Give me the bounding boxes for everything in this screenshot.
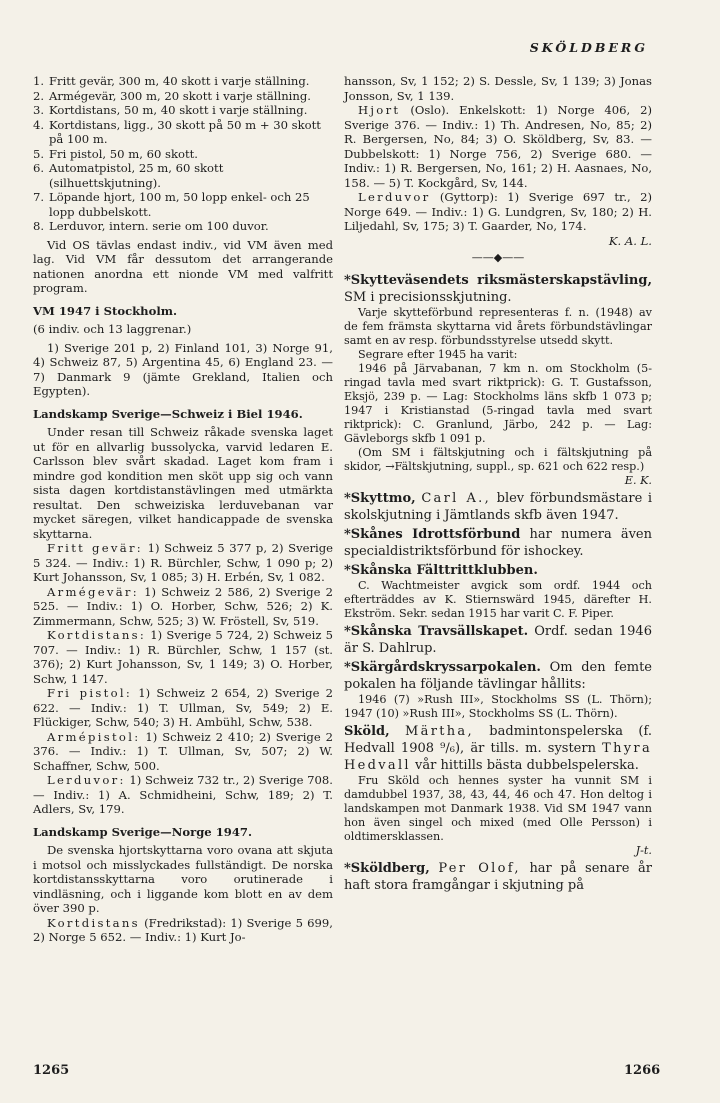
- result-kortdistans: [33, 628, 333, 686]
- label-fritt-gevar: Fritt gevär:: [47, 541, 144, 555]
- event-list-number: 2.: [33, 88, 45, 103]
- event-list-number: 4.: [33, 117, 45, 132]
- entry-name-hedvall: Thyra Hedvall: [344, 740, 652, 773]
- paragraph-skytte-4: (Om SM i fältskjutning och i fältskjutning på skidor, →Fältskjutning, suppl., sp. 621 och 622 resp.): [344, 445, 652, 473]
- signature-kal: K. A. L.: [608, 233, 652, 248]
- event-list-number: 3.: [33, 103, 45, 117]
- paragraph-vm-results: 1) Sverige 201 p, 2) Finland 101, 3) Norge 91, 4) Schweiz 87, 5) Argentina 45, 6) England 23. — 7) Danmark 9 (jämte Grekland, Italien och Egypten).: [33, 340, 333, 398]
- event-list-item: [33, 190, 333, 219]
- entry-skanska-travsallskapet: [344, 623, 652, 657]
- event-list-text: Armégevär, 300 m, 20 skott i varje ställning.: [49, 88, 311, 103]
- entry-title-pokalen: *Skärgårdskryssarpokalen.: [344, 659, 541, 675]
- event-list: [33, 74, 333, 234]
- entry-title-trav: *Skånska Travsällskapet.: [344, 623, 529, 639]
- event-list-number: 7.: [33, 190, 45, 204]
- result-armepistol: [33, 730, 333, 774]
- event-list-text: Fri pistol, 50 m, 60 skott.: [49, 146, 198, 161]
- text-lerduvor-norge: (Gyttorp): 1) Sverige 697 tr., 2) Norge 649. — Indiv.: 1) G. Lundgren, Sv, 180; 2) H. Liljedahl, Sv, 175; 3) T. Gaarder, No, 174.: [344, 190, 652, 233]
- event-list-item: [33, 219, 333, 234]
- event-list-text: Lerduvor, intern. serie om 100 duvor.: [49, 219, 269, 233]
- entry-skanska-falttrittklubben: [344, 562, 652, 579]
- result-armegevar: [33, 585, 333, 629]
- result-fri-pistol: [33, 686, 333, 730]
- heading-landskamp-schweiz: Landskamp Sverige—Schweiz i Biel 1946.: [33, 406, 303, 421]
- page-number-right: 1266: [624, 1063, 661, 1078]
- text-lerduvor: 1) Schweiz 732 tr., 2) Sverige 708. — Indiv.: 1) A. Schmidheini, Schw, 189; 2) T. Adlers, Sv, 179.: [33, 773, 333, 816]
- entry-title-skold: Sköld,: [344, 723, 390, 739]
- result-fritt-gevar: [33, 541, 333, 585]
- paragraph-skytte-3: 1946 på Järvabanan, 7 km n. om Stockholm (5-ringad tavla med svart riktprick): G. T. Gustafsson, Eksjö, 239 p. — Lag: Stockholms läns skfb 1 073 p; 1947 i Kristianstad (5-ringad tavla med svart riktprick): C. Granlund, Järbo, 242 p. — Lag: Gävleborgs skfb 1 091 p.: [344, 361, 652, 445]
- page-number-left: 1265: [33, 1063, 70, 1078]
- event-list-text: Löpande hjort, 100 m, 50 lopp enkel- och 25 lopp dubbelskott.: [49, 190, 310, 219]
- entry-text-skoldberg: har på senare år haft stora framgångar i skjutning på: [344, 860, 653, 893]
- label-armegevar: Armégevär:: [47, 584, 139, 599]
- result-lerduvor: [33, 773, 333, 817]
- signature-jt: J-t.: [635, 843, 652, 857]
- label-hjort: Hjort: [358, 103, 401, 117]
- paragraph-skytte-2: Segrare efter 1945 ha varit:: [358, 347, 518, 361]
- subheading-vm-1947: (6 indiv. och 13 laggrenar.): [33, 322, 192, 336]
- heading-vm-1947: VM 1947 i Stockholm.: [33, 303, 178, 318]
- entry-skoldberg: [344, 860, 652, 894]
- paragraph-continued: hansson, Sv, 1 152; 2) S. Dessle, Sv, 1 139; 3) Jonas Jonsson, Sv, 1 139.: [344, 74, 652, 103]
- event-list-number: 1.: [33, 74, 45, 88]
- event-list-item: [33, 89, 333, 104]
- event-list-text: Kortdistans, 50 m, 40 skott i varje ställning.: [49, 103, 308, 117]
- entry-subtitle-skyttevasendets: SM i precisionsskjutning.: [344, 289, 512, 305]
- text-armegevar: 1) Schweiz 2 586, 2) Sverige 2 525. — Indiv.: 1) O. Horber, Schw, 526; 2) K. Zimmermann, Schw, 525; 3) W. Fröstell, Sv, 519.: [33, 584, 333, 628]
- paragraph-skold: Fru Sköld och hennes syster ha vunnit SM i damdubbel 1937, 38, 43, 44, 46 och 47. Hon deltog i landskampen mot Danmark 1938. Vid SM 1947 vann hon även singel och mixed (med Olle Persson) i oldtimersklassen.: [344, 773, 652, 843]
- entry-text-skold-1: badmintonspelerska (f. Hedvall 1908 ⁹/₆), är tills. m. systern: [344, 723, 652, 756]
- result-lerduvor-norge: [344, 190, 652, 234]
- entry-skyttmo: [344, 490, 652, 524]
- entry-skargardskryssarpokalen: [344, 659, 652, 693]
- event-list-item: [33, 147, 333, 162]
- label-fri-pistol: Fri pistol:: [47, 686, 133, 700]
- entry-skyttevasendets: [344, 272, 652, 306]
- event-list-item: [33, 118, 333, 147]
- entry-title-skoldberg: *Sköldberg,: [344, 860, 430, 876]
- entry-name-skold: Märtha,: [405, 723, 474, 739]
- entry-title-skanes: *Skånes Idrottsförbund: [344, 526, 521, 542]
- entry-skanes-idrottsforbund: [344, 526, 652, 560]
- event-list-text: Fritt gevär, 300 m, 40 skott i varje ställning.: [49, 74, 310, 88]
- entry-text-pokalen: Om den femte pokalen ha följande tävlingar hållits:: [344, 659, 653, 692]
- right-column: [344, 74, 652, 894]
- event-list-number: 5.: [33, 146, 45, 161]
- result-kortdistans-norge: [33, 916, 333, 945]
- text-fri-pistol: 1) Schweiz 2 654, 2) Sverige 2 622. — Indiv.: 1) T. Ullman, Sv, 549; 2) E. Flückiger, Schw, 540; 3) H. Ambühl, Schw, 538.: [33, 686, 333, 729]
- running-head: SKÖLDBERG: [529, 40, 648, 55]
- event-list-text: Kortdistans, ligg., 30 skott på 50 m + 30 skott på 100 m.: [49, 117, 321, 146]
- result-hjort: [344, 103, 652, 190]
- text-fritt-gevar: 1) Schweiz 5 377 p, 2) Sverige 5 324. — Indiv.: 1) R. Bürchler, Schw, 1 090 p; 2) Kurt Johansson, Sv, 1 085; 3) H. Erbén, Sv, 1 082.: [33, 541, 334, 584]
- label-kortdistans: Kortdistans:: [47, 628, 147, 642]
- entry-text-skold-2: vår hittills bästa dubbelspelerska.: [415, 757, 639, 773]
- paragraph-os-vm: Vid OS tävlas endast indiv., vid VM även med lag. Vid VM får dessutom det arrangerande nationen anordna ett nionde VM med valfritt program.: [33, 237, 333, 295]
- entry-title-falttritt: *Skånska Fälttrittklubben.: [344, 562, 538, 578]
- event-list-text: Automatpistol, 25 m, 60 skott (silhuettskjutning).: [49, 161, 224, 190]
- event-list-item: [33, 103, 333, 118]
- signature-ek: E. K.: [624, 473, 652, 487]
- event-list-item: [33, 74, 333, 89]
- entry-text-skyttmo: blev förbundsmästare i skolskjutning i Jämtlands skfb även 1947.: [344, 490, 653, 523]
- paragraph-pokalen: 1946 (7) »Rush III», Stockholms SS (L. Thörn); 1947 (10) »Rush III», Stockholms SS (L. Thörn).: [344, 692, 652, 720]
- event-list-number: 6.: [33, 161, 45, 175]
- paragraph-landskamp-norge: De svenska hjortskyttarna voro ovana att skjuta i motsol och misslyckades fullständigt. De norska kortdistansskyttarna voro orutinerade i vindläsning, och i liggande kom blott en av dem över 390 p.: [33, 843, 333, 915]
- paragraph-landskamp-schweiz: Under resan till Schweiz råkade svenska laget ut för en allvarlig bussolycka, varvid ledaren E. Carlsson blev svårt skadad. Laget kom fram i mindre god kondition men sköt upp sig och vann sista dagen kortdistanstävlingen med utmärkta resultat. Den schweiziska lerduvebanan var mycket säregen, vilket handicappade de svenska skyttarna.: [33, 425, 333, 541]
- text-hjort: (Oslo). Enkelskott: 1) Norge 406, 2) Sverige 376. — Indiv.: 1) Th. Andresen, No, 85; 2) R. Bergersen, No, 84; 3) O. Sköldberg, Sv, 83. — Dubbelskott: 1) Norge 756, 2) Sverige 680. — Indiv.: 1) R. Bergersen, No, 161; 2) H. Aasnaes, No, 158. — 5) T. Kockgård, Sv, 144.: [344, 103, 652, 190]
- label-lerduvor-norge: Lerduvor: [358, 190, 431, 204]
- paragraph-skytte-1: Varje skytteförbund representeras f. n. (1948) av de fem främsta skyttarna vid årets förbundstävlingar samt en av resp. förbundsstyrelse utsedd skytt.: [344, 305, 652, 347]
- entry-title-skyttmo: *Skyttmo,: [344, 490, 416, 506]
- text-armepistol: 1) Schweiz 2 410; 2) Sverige 2 376. — Indiv.: 1) T. Ullman, Sv, 507; 2) W. Schaffner, Schw, 500.: [33, 729, 334, 773]
- ornament-divider: ——◆——: [471, 251, 525, 264]
- text-kortdistans: 1) Sverige 5 724, 2) Schweiz 5 707. — Indiv.: 1) R. Bürchler, Schw, 1 157 (st. 376); 2) Kurt Johansson, Sv, 1 149; 3) O. Horber, Schw, 1 147.: [33, 628, 334, 686]
- entry-name-skoldberg: Per Olof,: [438, 860, 521, 876]
- label-armepistol: Armépistol:: [47, 729, 141, 744]
- entry-text-trav: Ordf. sedan 1946 är S. Dahlrup.: [344, 623, 652, 656]
- event-list-item: [33, 161, 333, 190]
- label-lerduvor: Lerduvor:: [47, 773, 126, 787]
- entry-skold: [344, 723, 652, 774]
- entry-name-skyttmo: Carl A.,: [421, 490, 492, 506]
- paragraph-falttritt: C. Wachtmeister avgick som ordf. 1944 och efterträddes av K. Stiernswärd 1945, därefter H. Ekström. Sekr. sedan 1915 har varit C. F. Piper.: [344, 578, 652, 620]
- entry-text-skanes: har numera även specialdistriktsförbund för ishockey.: [344, 526, 652, 559]
- left-column: [33, 74, 333, 945]
- heading-landskamp-norge: Landskamp Sverige—Norge 1947.: [33, 824, 253, 839]
- label-kortdistans-norge: Kortdistans: [47, 915, 140, 930]
- entry-title-skyttevasendets: *Skytteväsendets riksmästerskapstävling,: [344, 272, 652, 288]
- event-list-number: 8.: [33, 219, 45, 233]
- text-kortdistans-norge: (Fredrikstad): 1) Sverige 5 699, 2) Norge 5 652. — Indiv.: 1) Kurt Jo-: [33, 915, 333, 944]
